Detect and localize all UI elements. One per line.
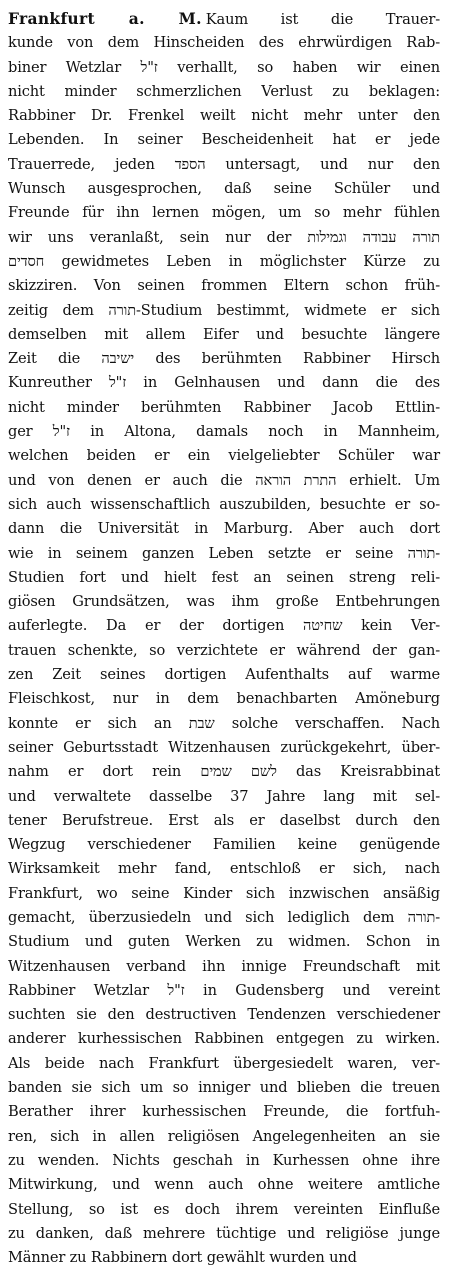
article-first-line bbox=[8, 7, 440, 31]
article-line: Trauerrede, jeden הספד untersagt, und nur den bbox=[8, 155, 440, 173]
article-line: auferlegte. Da er der dortigen שחיטה kein Ver- bbox=[8, 617, 440, 635]
article-line: zu danken, daß mehrere tüchtige und religiöse junge bbox=[8, 1224, 440, 1242]
article-line: kunde von dem Hinscheiden des ehrwürdigen Rab- bbox=[8, 34, 440, 52]
article-line: seiner Geburtsstadt Witzenhausen zurückgekehrt, über- bbox=[8, 738, 440, 756]
article-line: giösen Grundsätzen, was ihm große Entbehrungen bbox=[8, 593, 440, 611]
article-line: Wunsch ausgesprochen, daß seine Schüler und bbox=[8, 180, 440, 198]
article-line: sich auch wissenschaftlich auszubilden, besuchte er so- bbox=[8, 495, 440, 513]
article-line: trauen schenkte, so verzichtete er während der gan- bbox=[8, 641, 440, 659]
article-line: Wirksamkeit mehr fand, entschloß er sich, nach bbox=[8, 860, 440, 878]
article-line: Rabbiner Dr. Frenkel weilt nicht mehr unter den bbox=[8, 107, 440, 125]
article-line: zen Zeit seines dortigen Aufenthalts auf warme bbox=[8, 666, 440, 684]
article-line: Berather ihrer kurhessischen Freunde, die fortfuh- bbox=[8, 1103, 440, 1121]
article-line: Mitwirkung, und wenn auch ohne weitere amtliche bbox=[8, 1176, 440, 1194]
first-line-text: Kaum ist die Trauer- bbox=[205, 11, 441, 28]
article-line: Als beide nach Frankfurt übergesiedelt waren, ver- bbox=[8, 1054, 440, 1072]
article-line: skizziren. Von seinen frommen Eltern schon früh- bbox=[8, 277, 440, 295]
article-line: zu wenden. Nichts geschah in Kurhessen ohne ihre bbox=[8, 1151, 440, 1169]
article-line: Lebenden. In seiner Bescheidenheit hat er jede bbox=[8, 131, 440, 149]
article-headline: Frankfurt a. M. bbox=[8, 9, 202, 28]
article-line: wir uns veranlaßt, sein nur der תורה עבודה וגמילות bbox=[8, 228, 440, 246]
article-line: Fleischkost, nur in dem benachbarten Amöneburg bbox=[8, 690, 440, 708]
article-line: welchen beiden er ein vielgeliebter Schüler war bbox=[8, 447, 440, 465]
article-line: suchten sie den destructiven Tendenzen verschiedener bbox=[8, 1006, 440, 1024]
article-line: Männer zu Rabbinern dort gewählt wurden und bbox=[8, 1249, 357, 1267]
article-line: und von denen er auch die התרת הוראה erhielt. Um bbox=[8, 471, 440, 489]
article-line: und verwaltete dasselbe 37 Jahre lang mit sel- bbox=[8, 787, 440, 805]
article-line: Frankfurt, wo seine Kinder sich inzwischen ansäßig bbox=[8, 884, 440, 902]
article-line: gemacht, überzusiedeln und sich lediglich dem תורה- bbox=[8, 908, 440, 926]
article-line: ren, sich in allen religiösen Angelegenheiten an sie bbox=[8, 1127, 440, 1145]
obituary-article bbox=[8, 7, 440, 1270]
article-line: Studium und guten Werken zu widmen. Schon in bbox=[8, 933, 440, 951]
article-line: Zeit die ישיבה des berühmten Rabbiner Hirsch bbox=[8, 350, 440, 368]
article-line: tener Berufstreue. Erst als er daselbst durch den bbox=[8, 811, 440, 829]
article-line: Witzenhausen verband ihn innige Freundschaft mit bbox=[8, 957, 440, 975]
article-line: nicht minder berühmten Rabbiner Jacob Ettlin- bbox=[8, 398, 440, 416]
article-line: ger ז"ל in Altona, damals noch in Mannheim, bbox=[8, 423, 441, 441]
article-line: Wegzug verschiedener Familien keine genügende bbox=[8, 836, 440, 854]
article-line: Studien fort und hielt fest an seinen streng reli- bbox=[8, 568, 440, 586]
article-line: nahm er dort rein לשם שמים das Kreisrabbinat bbox=[8, 763, 440, 781]
article-line: zeitig dem תורה-Studium bestimmt, widmete er sich bbox=[8, 301, 440, 319]
article-line: biner Wetzlar ז"ל verhallt, so haben wir einen bbox=[8, 58, 440, 76]
article-line: banden sie sich um so inniger und blieben die treuen bbox=[8, 1079, 440, 1097]
article-line: Freunde für ihn lernen mögen, um so mehr fühlen bbox=[8, 204, 440, 222]
article-line: wie in seinem ganzen Leben setzte er seine תורה- bbox=[8, 544, 440, 562]
article-line: nicht minder schmerzlichen Verlust zu beklagen: bbox=[8, 82, 440, 100]
article-line: demselben mit allem Eifer und besuchte längere bbox=[8, 325, 440, 343]
article-line: Rabbiner Wetzlar ז"ל in Gudensberg und vereint bbox=[8, 981, 440, 999]
article-line: Kunreuther ז"ל in Gelnhausen und dann die des bbox=[8, 374, 440, 392]
article-line: Stellung, so ist es doch ihrem vereinten Einfluße bbox=[8, 1200, 440, 1218]
article-line: חסדים gewidmetes Leben in möglichster Kürze zu bbox=[8, 252, 440, 270]
article-line: anderer kurhessischen Rabbinen entgegen zu wirken. bbox=[8, 1030, 440, 1048]
article-line: dann die Universität in Marburg. Aber auch dort bbox=[8, 520, 440, 538]
article-line: konnte er sich an שבת solche verschaffen. Nach bbox=[8, 714, 440, 732]
